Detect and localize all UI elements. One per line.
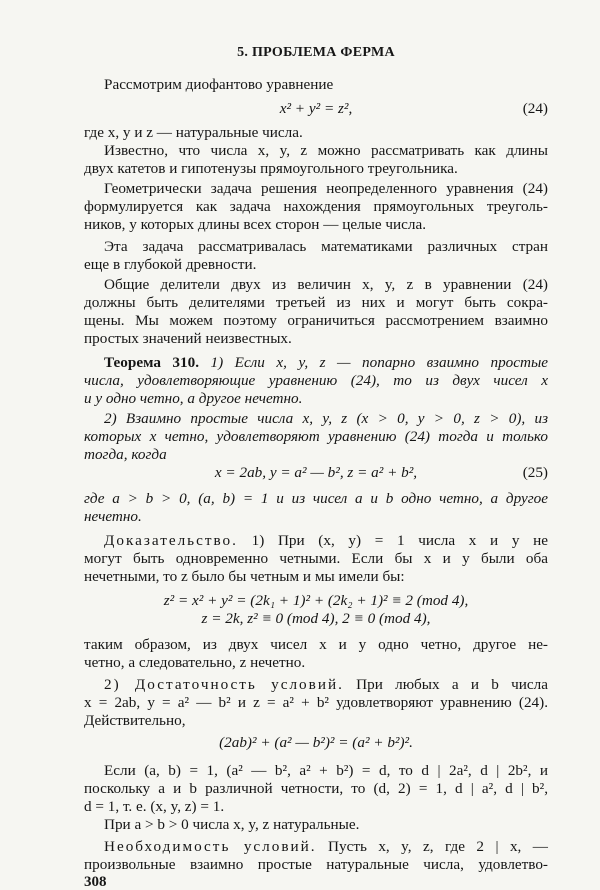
proof-line: x = 2ab, y = a² — b² и z = a² + b² удовлетворяют уравнению (24).: [84, 694, 548, 711]
theorem-part1-start: 1) Если x, y, z — попарно взаимно простые: [210, 354, 549, 371]
theorem-line: которых x четно, удовлетворяют уравнению (24) тогда и только: [84, 428, 548, 445]
identity-line: (2ab)² + (a² — b²)² = (a² + b²)².: [219, 734, 413, 751]
theorem-line: тогда, когда: [84, 446, 167, 463]
necessity-label: Необходимость условий.: [104, 838, 317, 855]
proof-line: [104, 532, 548, 550]
text-line: щены. Мы можем поэтому ограничиться рассмотрением взаимно: [84, 312, 548, 329]
page-number: 308: [84, 874, 107, 890]
text-line: ников, у которых длины всех сторон — целые числа.: [84, 216, 427, 233]
proof-line: нечетными, то z было бы четным и мы имели бы:: [84, 568, 405, 585]
theorem-line: нечетно.: [84, 508, 142, 525]
text-line: должны быть делителями третьей из них и могут быть сокра-: [84, 294, 548, 311]
text-line: еще в глубокой древности.: [84, 256, 257, 273]
congruence-line: z² = x² + y² = (2k₁ + 1)² + (2k₂ + 1)² ≡ 2 (mod 4),: [163, 592, 469, 609]
sufficiency-label: 2) Достаточность условий.: [104, 676, 344, 693]
congruence-line: z = 2k, z² ≡ 0 (mod 4), 2 ≡ 0 (mod 4),: [201, 610, 431, 627]
section-title: 5. ПРОБЛЕМА ФЕРМА: [237, 45, 395, 60]
necessity-line: [104, 838, 548, 856]
proof-line: поскольку a и b различной четности, то (d, 2) = 1, d | a², d | b²,: [84, 780, 548, 797]
text-line: простых значений неизвестных.: [84, 330, 292, 347]
proof-line: четно, а следовательно, z нечетно.: [84, 654, 306, 671]
theorem-line: где a > b > 0, (a, b) = 1 и из чисел a и b одно четно, а другое: [84, 490, 548, 507]
sufficiency-text: При любых a и b числа: [356, 676, 548, 693]
theorem-line: и y одно четно, а другое нечетно.: [84, 390, 303, 407]
proof-line: произвольные взаимно простые натуральные числа, удовлетво-: [84, 856, 548, 873]
equation-number-25: (25): [522, 464, 548, 481]
text-line: формулируется как задача нахождения прямоугольных треуголь-: [84, 198, 548, 215]
text-line: Общие делители двух из величин x, y, z в уравнении (24): [104, 276, 548, 293]
theorem-label: Теорема 310.: [104, 354, 199, 371]
proof-part1-start: 1) При (x, y) = 1 числа x и y не: [251, 532, 548, 549]
proof-line: Действительно,: [84, 712, 186, 729]
necessity-text: Пусть x, y, z, где 2 | x, —: [328, 838, 548, 855]
proof-line: Если (a, b) = 1, (a² — b², a² + b²) = d, то d | 2a², d | 2b², и: [104, 762, 548, 779]
proof-line: d = 1, т. е. (x, y, z) = 1.: [84, 798, 225, 815]
text-line: где x, y и z — натуральные числа.: [84, 124, 303, 141]
equation-number-24: (24): [522, 100, 548, 117]
proof-line: таким образом, из двух чисел x и y одно четно, другое не-: [84, 636, 548, 653]
proof-line: При a > b > 0 числа x, y, z натуральные.: [104, 816, 360, 833]
equation-25: x = 2ab, y = a² — b², z = a² + b²,: [214, 464, 418, 481]
text-line: Известно, что числа x, y, z можно рассматривать как длины: [104, 142, 548, 159]
theorem-line: [104, 354, 548, 372]
text-line: Рассмотрим диофантово уравнение: [104, 76, 334, 93]
text-line: Эта задача рассматривалась математиками различных стран: [104, 238, 548, 255]
equation-24: x² + y² = z²,: [279, 100, 353, 117]
sufficiency-line: [104, 676, 548, 694]
proof-line: могут быть одновременно четными. Если бы x и y были оба: [84, 550, 548, 567]
theorem-line: числа, удовлетворяющие уравнению (24), то из двух чисел x: [84, 372, 548, 389]
proof-label: Доказательство.: [104, 532, 238, 549]
text-line: Геометрически задача решения неопределенного уравнения (24): [104, 180, 548, 197]
text-line: двух катетов и гипотенузы прямоугольного треугольника.: [84, 160, 458, 177]
theorem-line: 2) Взаимно простые числа x, y, z (x > 0, y > 0, z > 0), из: [104, 410, 548, 427]
